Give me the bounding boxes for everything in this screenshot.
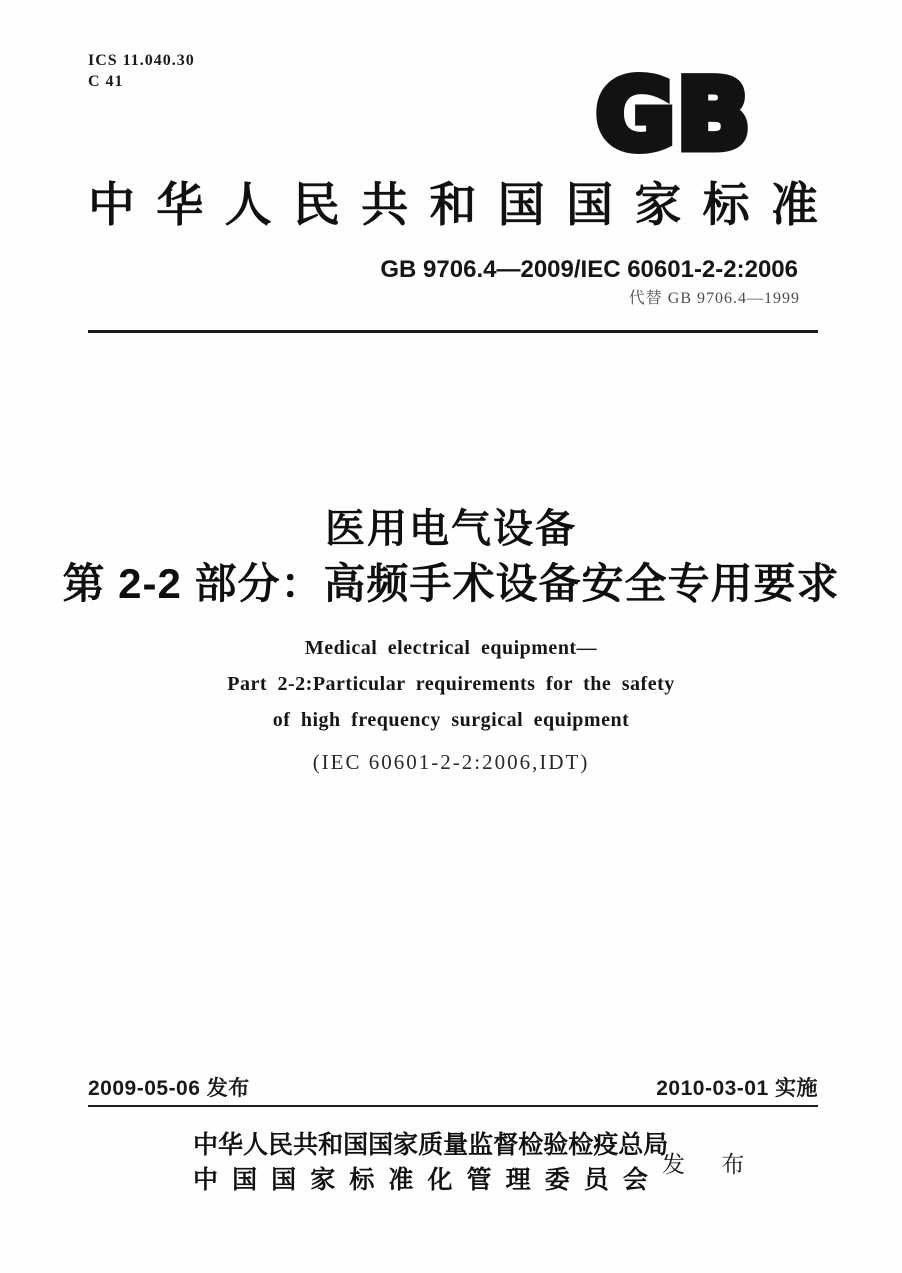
iec-reference: (IEC 60601-2-2:2006,IDT) xyxy=(312,750,590,774)
ics-block xyxy=(88,50,195,92)
replaces-note: 代替 GB 9706.4—1999 xyxy=(628,290,800,307)
doc-classification-code: C 41 xyxy=(88,73,124,90)
ics-code: ICS 11.040.30 xyxy=(88,52,195,69)
national-standard-heading: 中 华 人 民 共 和 国 国 家 标 准 xyxy=(88,180,818,232)
title-english-line2: Part 2-2:Particular requirements for the safety xyxy=(227,673,675,695)
bottom-divider-rule xyxy=(88,1105,818,1107)
dates-row xyxy=(88,1072,818,1102)
title-chinese-line2: 第 2-2 部分：高频手术设备安全专用要求 xyxy=(62,560,840,607)
issue-label: 发 布 xyxy=(662,1151,760,1177)
top-divider-rule xyxy=(88,330,818,333)
gb-logo-text: GB xyxy=(596,59,752,166)
publisher-line1: 中 华 人 民 共 和 国 国 家 质 量 监 督 检 验 检 疫 总 局 xyxy=(193,1132,669,1159)
title-english-line1: Medical electrical equipment— xyxy=(304,637,598,659)
title-chinese-line1: 医用电气设备 xyxy=(325,507,577,551)
standard-number: GB 9706.4—2009/IEC 60601-2-2:2006 xyxy=(380,256,798,283)
implement-date: 2010-03-01 实施 xyxy=(656,1077,818,1100)
title-english-line3: of high frequency surgical equipment xyxy=(272,709,630,731)
gb-logo xyxy=(584,56,764,166)
issue-date: 2009-05-06 发布 xyxy=(88,1077,250,1100)
publisher-line2: 中 国 国 家 标 准 化 管 理 委 员 会 xyxy=(193,1167,648,1194)
publisher-block xyxy=(193,1128,669,1198)
